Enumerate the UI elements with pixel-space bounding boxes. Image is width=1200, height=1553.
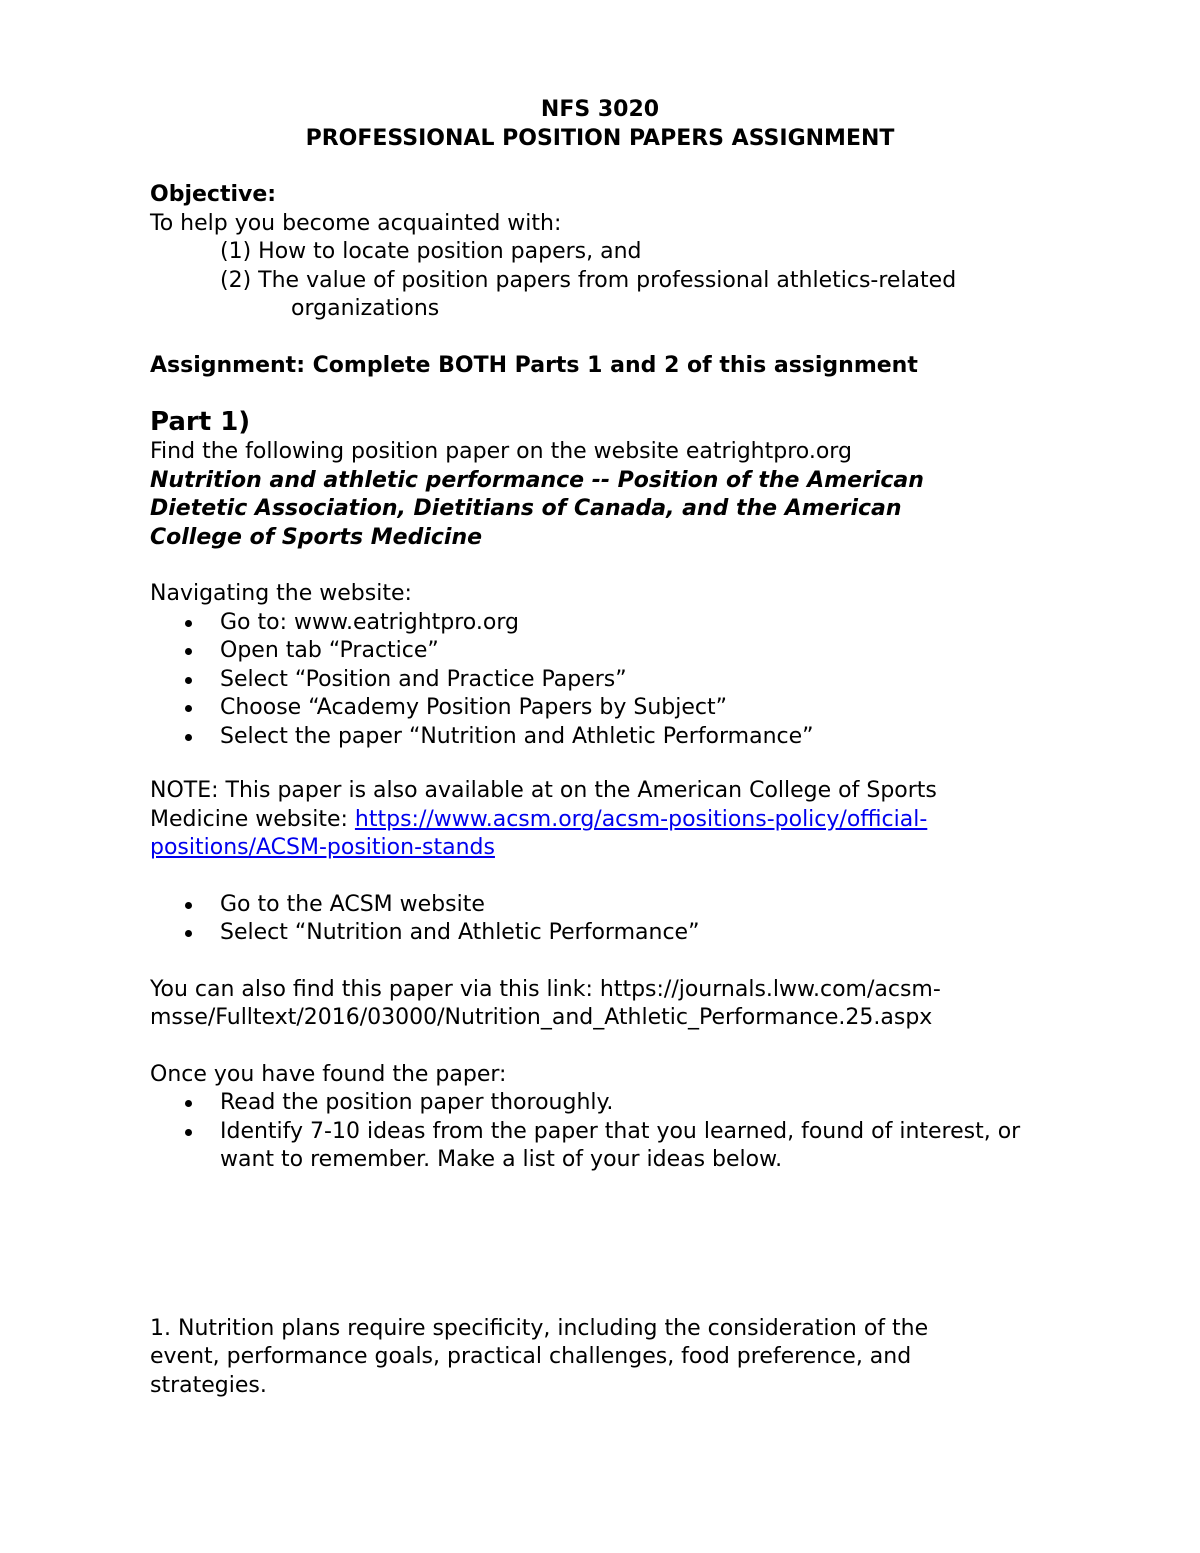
journal-link-paragraph: You can also find this paper via this link: https://journals.lww.com/acsm- msse/Fulltext/2016/03000/Nutrition_and_Athletic_Performance.25.aspx <box>150 976 941 1030</box>
objective-intro: To help you become acquainted with: <box>150 210 562 236</box>
objective-item-2-continuation: organizations <box>291 296 440 321</box>
objective-list <box>150 238 1050 324</box>
document-page <box>150 96 1050 1400</box>
nav-step: Open tab “Practice” <box>150 637 1050 666</box>
objective-item-2: (2) The value of position papers from professional athletics-related organizations <box>150 267 1050 324</box>
acsm-steps <box>150 891 1050 948</box>
page-title: PROFESSIONAL POSITION PAPERS ASSIGNMENT <box>305 125 895 151</box>
note-paragraph: NOTE: This paper is also available at on the American College of Sports Medicine website: https://www.acsm.org/acsm-positions-policy/official- positions/ACSM-position-stands <box>150 778 937 860</box>
find-instruction: Find the following position paper on the website eatrightpro.org <box>150 439 852 464</box>
navigating-label: Navigating the website: <box>150 581 412 606</box>
acsm-position-stands-link-continued[interactable]: positions/ACSM-position-stands <box>150 835 495 860</box>
nav-step: Select “Position and Practice Papers” <box>150 666 1050 695</box>
acsm-position-stands-link[interactable]: https://www.acsm.org/acsm-positions-policy/official- <box>354 806 928 832</box>
found-step: Identify 7-10 ideas from the paper that you learned, found of interest, or want to remember. Make a list of your ideas below. <box>150 1118 1050 1175</box>
course-code: NFS 3020 <box>540 97 660 122</box>
paper-title: Nutrition and athletic performance -- Position of the American Dietetic Association, Dietitians of Canada, and the American College of Sports Medicine <box>150 467 924 550</box>
acsm-step: Go to the ACSM website <box>150 891 1050 920</box>
navigation-steps <box>150 609 1050 752</box>
nav-step: Choose “Academy Position Papers by Subject” <box>150 694 1050 723</box>
objective-item-1: (1) How to locate position papers, and <box>220 239 642 264</box>
nav-step: Go to: www.eatrightpro.org <box>150 609 1050 638</box>
acsm-step: Select “Nutrition and Athletic Performance” <box>150 919 1050 948</box>
answer-1: 1. Nutrition plans require specificity, including the consideration of the event, performance goals, practical challenges, food preference, and strategies. <box>150 1315 929 1398</box>
objective-label: Objective: <box>150 182 277 207</box>
nav-step: Select the paper “Nutrition and Athletic Performance” <box>150 723 1050 752</box>
found-step: Read the position paper thoroughly. <box>150 1089 1050 1118</box>
part-1-heading: Part 1) <box>150 407 251 437</box>
found-steps <box>150 1089 1050 1175</box>
found-label: Once you have found the paper: <box>150 1061 507 1087</box>
assignment-instruction: Assignment: Complete BOTH Parts 1 and 2 of this assignment <box>150 352 918 378</box>
